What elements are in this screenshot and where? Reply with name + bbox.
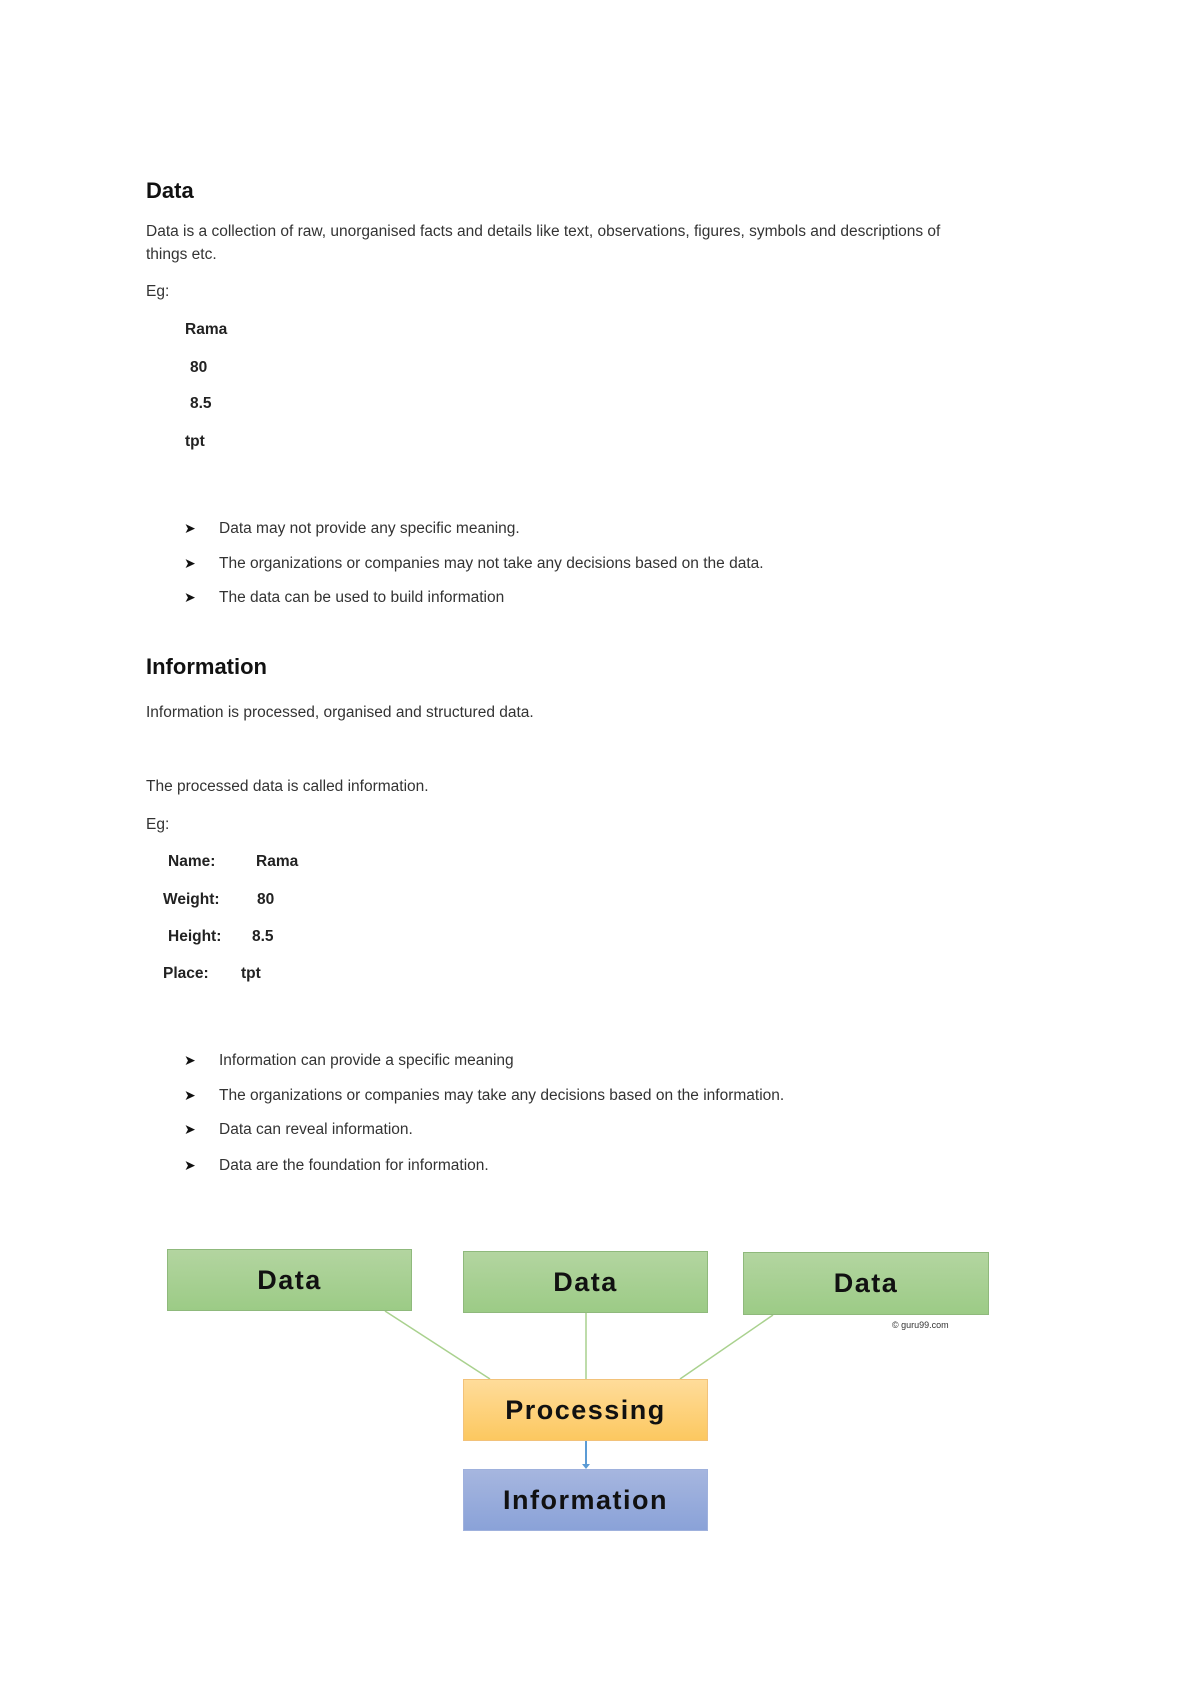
data-bullet: ➤ Data may not provide any specific meaning. (184, 520, 520, 537)
arrow-bullet-icon: ➤ (184, 1157, 196, 1173)
field-label: Weight: (163, 891, 220, 908)
information-bullet: ➤ Information can provide a specific meaning (184, 1052, 514, 1069)
arrow-bullet-icon: ➤ (184, 1121, 196, 1137)
information-bullet: ➤ Data can reveal information. (184, 1121, 413, 1138)
information-heading: Information (146, 654, 267, 679)
field-value: Rama (256, 853, 299, 870)
field-value: 8.5 (252, 928, 274, 945)
information-box: Information (463, 1469, 708, 1531)
data-example: 8.5 (190, 395, 212, 412)
credit-watermark: © guru99.com (892, 1320, 949, 1330)
connector-line (385, 1311, 490, 1379)
processing-box: Processing (463, 1379, 708, 1441)
field-label: Place: (163, 965, 209, 982)
data-box: Data (167, 1249, 412, 1311)
arrow-bullet-icon: ➤ (184, 520, 196, 536)
field-label: Height: (168, 928, 222, 945)
information-bullet: ➤ The organizations or companies may take any decisions based on the information. (184, 1087, 785, 1104)
data-bullet: ➤ The organizations or companies may not take any decisions based on the data. (184, 555, 764, 572)
information-bullet: ➤ Data are the foundation for information. (184, 1157, 489, 1174)
information-processed-line: The processed data is called information. (146, 778, 429, 795)
data-definition-line2: things etc. (146, 246, 217, 263)
arrow-bullet-icon: ➤ (184, 589, 196, 605)
connector-line (680, 1315, 773, 1379)
data-box: Data (463, 1251, 708, 1313)
arrow-bullet-icon: ➤ (184, 555, 196, 571)
information-definition: Information is processed, organised and structured data. (146, 704, 534, 721)
field-value: tpt (241, 965, 261, 982)
arrow-bullet-icon: ➤ (184, 1052, 196, 1068)
data-example: Rama (185, 321, 228, 338)
information-eg-label: Eg: (146, 816, 170, 833)
data-heading: Data (146, 178, 194, 203)
data-box: Data (743, 1252, 989, 1315)
arrow-bullet-icon: ➤ (184, 1087, 196, 1103)
data-bullet: ➤ The data can be used to build information (184, 589, 505, 606)
data-definition-line1: Data is a collection of raw, unorganised facts and details like text, observations, figures, symbols and descriptions of (146, 223, 941, 240)
data-eg-label: Eg: (146, 283, 170, 300)
field-label: Name: (168, 853, 216, 870)
field-value: 80 (257, 891, 275, 908)
data-example: tpt (185, 433, 205, 450)
data-example: 80 (190, 359, 208, 376)
